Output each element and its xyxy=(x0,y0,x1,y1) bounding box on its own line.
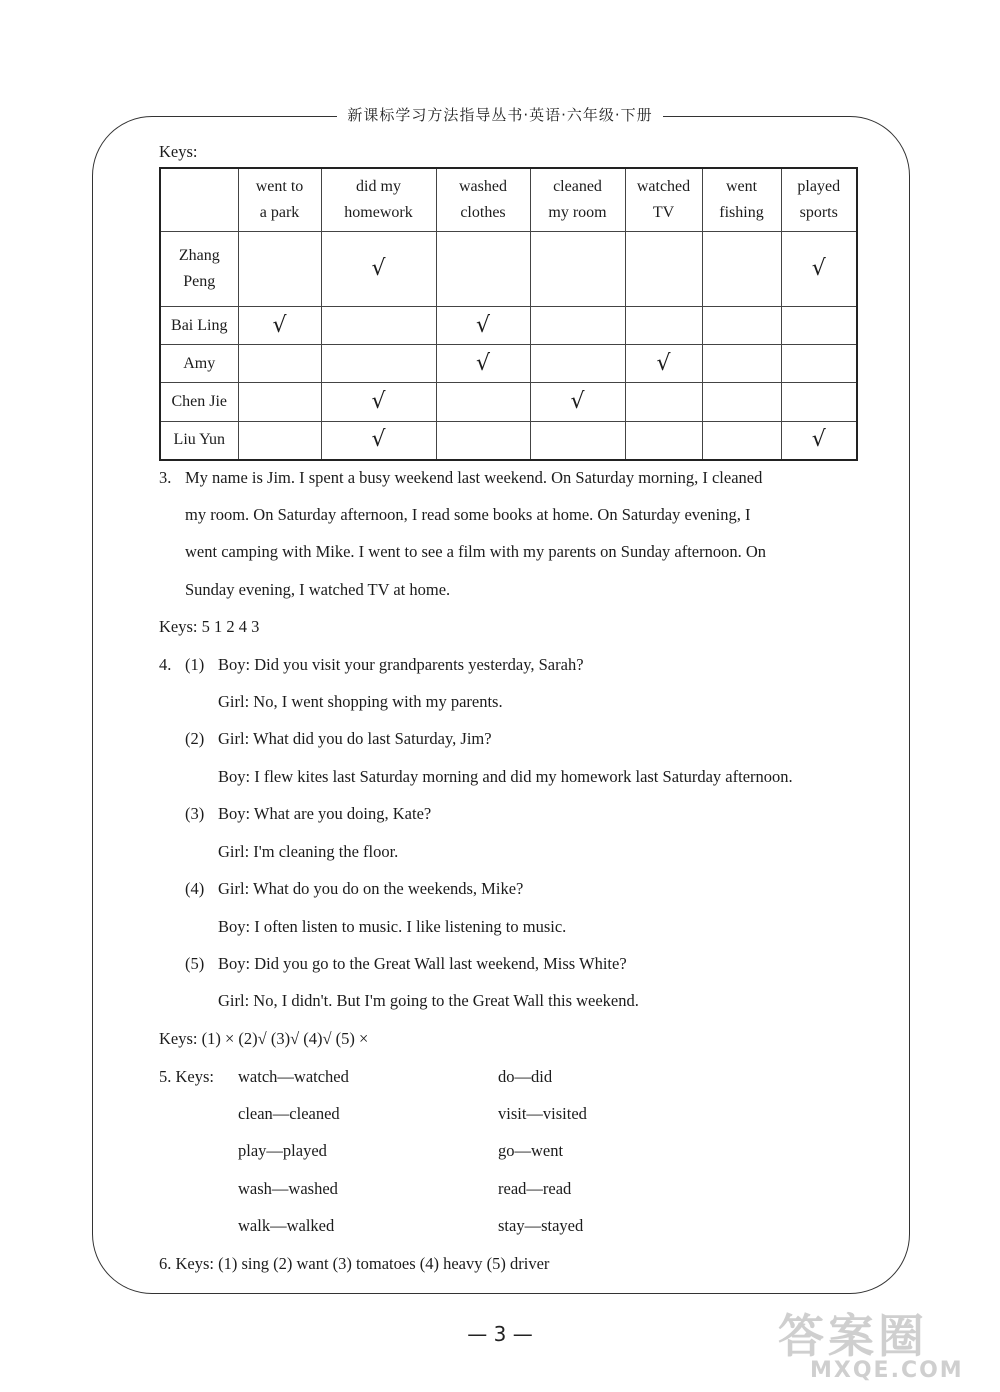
check-cell: √ xyxy=(321,232,436,307)
answer-table xyxy=(159,167,858,461)
col-header: cleaned my room xyxy=(530,168,625,232)
check-cell xyxy=(238,232,321,307)
col-header: went to a park xyxy=(238,168,321,232)
check-cell xyxy=(625,232,702,307)
check-cell xyxy=(321,345,436,383)
table-header-row xyxy=(160,168,857,232)
check-cell xyxy=(625,306,702,344)
dialog-line: Boy: Did you visit your grandparents yesterday, Sarah? xyxy=(218,655,584,674)
dialog-label: (3) xyxy=(185,804,205,823)
check-cell: √ xyxy=(781,421,857,460)
section3-line: My name is Jim. I spent a busy weekend last weekend. On Saturday morning, I cleaned xyxy=(185,468,763,487)
check-cell xyxy=(781,383,857,421)
corner-cell xyxy=(160,168,238,232)
check-cell: √ xyxy=(436,345,530,383)
col-header: washed clothes xyxy=(436,168,530,232)
verb-pair: play—played xyxy=(238,1141,327,1160)
table-row xyxy=(160,306,857,344)
table-row xyxy=(160,421,857,460)
dialog-line: Boy: What are you doing, Kate? xyxy=(218,804,432,823)
check-cell: √ xyxy=(436,306,530,344)
row-name: Liu Yun xyxy=(160,421,238,460)
check-cell xyxy=(625,421,702,460)
section3-number: 3. xyxy=(159,468,172,487)
check-cell: √ xyxy=(321,383,436,421)
dialog-line: Boy: Did you go to the Great Wall last weekend, Miss White? xyxy=(218,954,627,973)
table-row xyxy=(160,383,857,421)
check-cell xyxy=(702,306,781,344)
row-name: Amy xyxy=(160,345,238,383)
verb-pair: read—read xyxy=(498,1179,572,1198)
check-cell xyxy=(530,421,625,460)
running-header xyxy=(0,104,1000,125)
col-header: did my homework xyxy=(321,168,436,232)
check-cell xyxy=(625,383,702,421)
check-cell xyxy=(436,421,530,460)
check-cell xyxy=(321,306,436,344)
watermark-url: MXQE.COM xyxy=(810,1358,964,1383)
verb-pair: go—went xyxy=(498,1141,564,1160)
verb-pair: wash—washed xyxy=(238,1179,338,1198)
section3-line: went camping with Mike. I went to see a film with my parents on Sunday afternoon. On xyxy=(185,542,767,561)
check-cell xyxy=(781,306,857,344)
section3-line: my room. On Saturday afternoon, I read some books at home. On Saturday evening, I xyxy=(185,505,751,524)
header-title: 新课标学习方法指导丛书·英语·六年级·下册 xyxy=(337,106,662,124)
dialog-line: Girl: What did you do last Saturday, Jim? xyxy=(218,729,492,748)
table-row xyxy=(160,345,857,383)
section2-keys-label: Keys: xyxy=(159,142,198,161)
verb-pair: visit—visited xyxy=(498,1104,587,1123)
section6-keys: 6. Keys: (1) sing (2) want (3) tomatoes (4) heavy (5) driver xyxy=(159,1254,550,1273)
page-number: — 3 — xyxy=(467,1322,533,1346)
check-cell xyxy=(238,421,321,460)
dialog-line: Girl: No, I went shopping with my parents. xyxy=(218,692,503,711)
verb-pair: clean—cleaned xyxy=(238,1104,340,1123)
dialog-label: (2) xyxy=(185,729,205,748)
check-cell: √ xyxy=(625,345,702,383)
dialog-line: Boy: I flew kites last Saturday morning and did my homework last Saturday afternoon. xyxy=(218,767,793,786)
dialog-label: (4) xyxy=(185,879,205,898)
row-name: Chen Jie xyxy=(160,383,238,421)
check-cell xyxy=(238,345,321,383)
check-cell xyxy=(530,345,625,383)
section4-number: 4. xyxy=(159,655,172,674)
col-header: played sports xyxy=(781,168,857,232)
row-name: Bai Ling xyxy=(160,306,238,344)
watermark-logo xyxy=(758,1300,998,1390)
check-cell xyxy=(702,232,781,307)
table-row xyxy=(160,232,857,307)
dialog-line: Boy: I often listen to music. I like listening to music. xyxy=(218,917,567,936)
check-cell xyxy=(530,232,625,307)
check-cell: √ xyxy=(238,306,321,344)
check-cell xyxy=(530,306,625,344)
dialog-line: Girl: What do you do on the weekends, Mike? xyxy=(218,879,524,898)
watermark-text: 答案圈 xyxy=(778,1309,928,1363)
dialog-line: Girl: No, I didn't. But I'm going to the Great Wall this weekend. xyxy=(218,991,639,1010)
check-cell: √ xyxy=(781,232,857,307)
verb-pair: walk—walked xyxy=(238,1216,335,1235)
check-cell xyxy=(238,383,321,421)
section3-keys: Keys: 5 1 2 4 3 xyxy=(159,617,260,636)
check-cell: √ xyxy=(321,421,436,460)
check-cell xyxy=(702,421,781,460)
dialog-label: (1) xyxy=(185,655,205,674)
col-header: went fishing xyxy=(702,168,781,232)
verb-pair: do—did xyxy=(498,1067,553,1086)
check-cell xyxy=(781,345,857,383)
check-cell xyxy=(702,345,781,383)
check-cell xyxy=(436,383,530,421)
check-cell: √ xyxy=(530,383,625,421)
dialog-label: (5) xyxy=(185,954,205,973)
section4-keys: Keys: (1) × (2)√ (3)√ (4)√ (5) × xyxy=(159,1029,369,1048)
section3-line: Sunday evening, I watched TV at home. xyxy=(185,580,451,599)
check-cell xyxy=(436,232,530,307)
verb-pair: stay—stayed xyxy=(498,1216,584,1235)
row-name: Zhang Peng xyxy=(160,232,238,307)
section5-prefix: 5. Keys: xyxy=(159,1067,214,1086)
verb-pair: watch—watched xyxy=(238,1067,349,1086)
check-cell xyxy=(702,383,781,421)
dialog-line: Girl: I'm cleaning the floor. xyxy=(218,842,399,861)
col-header: watched TV xyxy=(625,168,702,232)
